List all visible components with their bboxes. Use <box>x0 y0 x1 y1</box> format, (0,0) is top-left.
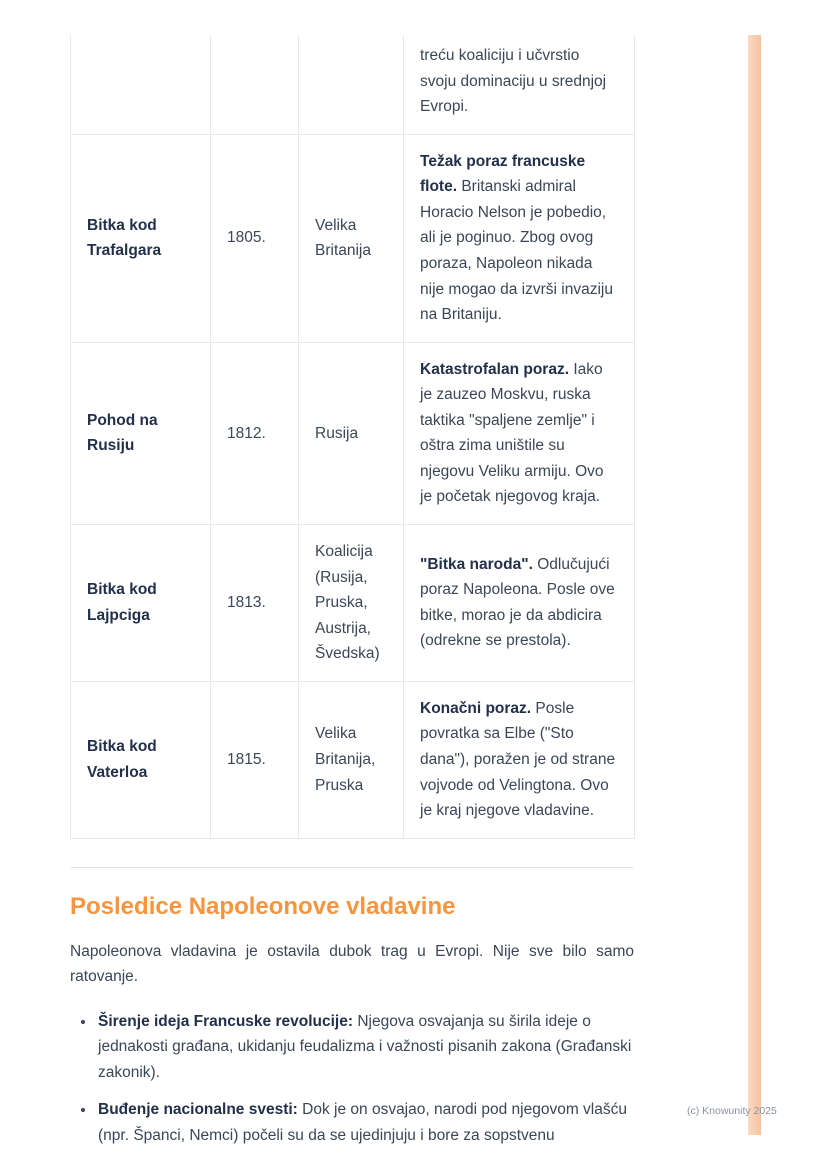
battle-description-cell <box>404 525 635 682</box>
list-item-lead: Buđenje nacionalne svesti: <box>98 1101 298 1119</box>
list-item <box>96 1097 634 1148</box>
description-lead: Konačni poraz. <box>420 699 532 717</box>
table-row <box>71 681 635 838</box>
battle-opponent-cell: Velika Britanija, Pruska <box>299 681 404 838</box>
copyright-credit: (c) Knowunity 2025 <box>687 1105 777 1117</box>
battle-year-cell: 1815. <box>211 681 299 838</box>
section-intro-paragraph: Napoleonova vladavina je ostavila dubok trag u Evropi. Nije sve bilo samo ratovanje. <box>70 942 634 986</box>
description-text: Posle povratka sa Elbe ("Sto dana"), poražen je od strane vojvode od Velingtona. Ovo je kraj njegove vladavine. <box>420 699 616 820</box>
section-title: Posledice Napoleonove vladavine <box>70 892 456 920</box>
battle-name-cell: Bitka kod Lajpciga <box>71 525 211 682</box>
consequences-list <box>70 1009 634 1149</box>
battle-year-cell: 1805. <box>211 134 299 342</box>
battle-description-cell <box>404 342 635 524</box>
description-text: Odlučujući poraz Napoleona. Posle ove bitke, morao je da abdicira (odrekne se prestola). <box>420 555 615 650</box>
table-row <box>71 134 635 342</box>
battles-table <box>70 35 635 839</box>
description-lead: Katastrofalan poraz. <box>420 360 570 378</box>
battle-description-cell <box>404 35 635 134</box>
battle-year-cell: 1813. <box>211 525 299 682</box>
battle-name-cell <box>71 35 211 134</box>
battle-description-cell <box>404 134 635 342</box>
battle-opponent-cell: Koalicija (Rusija, Pruska, Austrija, Švedska) <box>299 525 404 682</box>
list-item-text: Njegova osvajanja su širila ideje o jednakosti građana, ukidanju feudalizma i važnosti pisanih zakona (Građanski zakonik). <box>98 1012 632 1081</box>
battle-name-cell: Bitka kod Trafalgara <box>71 134 211 342</box>
list-item-lead: Širenje ideja Francuske revolucije: <box>98 1012 354 1030</box>
battle-opponent-cell <box>299 35 404 134</box>
list-item-text: Dok je on osvajao, narodi pod njegovom vlašću (npr. Španci, Nemci) počeli su da se ujedinjuju i bore za sopstvenu <box>98 1101 627 1144</box>
description-text: Iako je zauzeo Moskvu, ruska taktika "spaljene zemlje" i oštra zima uništile su njegovu Veliku armiju. Ovo je početak njegovog kraja. <box>420 360 604 506</box>
table-row <box>71 525 635 682</box>
battle-opponent-cell: Rusija <box>299 342 404 524</box>
battle-name-cell: Bitka kod Vaterloa <box>71 681 211 838</box>
list-item <box>96 1009 634 1086</box>
battle-opponent-cell: Velika Britanija <box>299 134 404 342</box>
section-divider <box>70 867 634 868</box>
description-lead: "Bitka naroda". <box>420 555 533 573</box>
page-edge-stripe <box>748 35 761 1135</box>
table-row <box>71 35 635 134</box>
battle-year-cell: 1812. <box>211 342 299 524</box>
battle-description-cell <box>404 681 635 838</box>
document-page <box>70 35 634 1161</box>
table-row <box>71 342 635 524</box>
battle-name-cell: Pohod na Rusiju <box>71 342 211 524</box>
description-lead: Težak poraz francuske flote. <box>420 152 586 196</box>
description-text: treću koaliciju i učvrstio svoju dominaciju u srednjoj Evropi. <box>420 47 607 116</box>
description-text: Britanski admiral Horacio Nelson je pobedio, ali je poginuo. Zbog ovog poraza, Napoleon nikada nije mogao da izvrši invaziju na Britaniju. <box>420 178 613 324</box>
battle-year-cell <box>211 35 299 134</box>
